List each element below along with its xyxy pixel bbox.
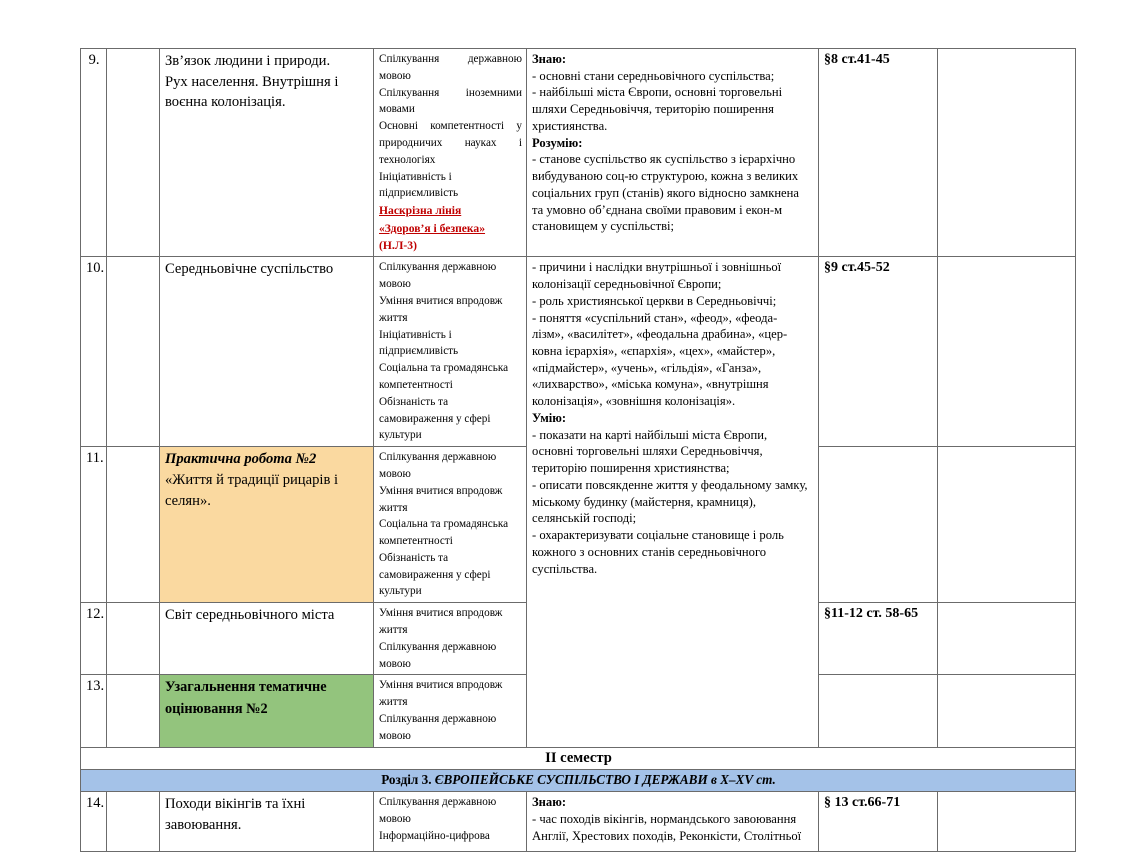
knowledge-line: вибудуваною соц-ю структурою, кожна з великих [532,169,799,184]
row-number-cell [81,675,107,747]
knowledge-line: - причини і наслідки внутрішньої і зовнішньої [532,260,782,275]
knowledge-line: «лихварство», «міська комуна», «внутрішня [532,377,769,392]
competency-line: Інформаційно-цифрова [379,829,490,842]
competency-line: Спілкування державною [379,53,522,65]
competency-line: підприємливість [379,345,459,358]
row-competencies-cell [374,49,527,257]
row-date-cell [107,792,160,852]
competency-line: Ініціативність і [379,328,452,341]
row-number-cell [81,49,107,257]
competency-line: культури [379,585,422,598]
competency-line: компетентності [379,535,453,548]
row-note-cell [938,792,1076,852]
competency-line: Уміння вчитися впродовж [379,607,503,620]
row-note-cell [938,257,1076,447]
row-number: 10. [86,260,105,277]
competency-line: Спілкування іноземними [379,86,522,99]
assessment-title-line: Узагальнення тематичне [165,679,327,696]
chapter-prefix: Розділ 3. [381,772,432,788]
topic-line: Середньовічне суспільство [165,261,334,278]
row-competencies-cell [374,257,527,447]
row-number-cell [81,447,107,603]
competency-line: життя [379,624,408,637]
competency-line: Спілкування державною [379,451,497,464]
knowledge-line: «підмайстер», «учень», «гільдія», «Ганза», [532,360,762,375]
competency-line: мовою [379,69,411,82]
competency-line: Соціальна та громадянська [379,362,509,375]
knowledge-line: та умовно об’єднана своїми правовим і екон-м [532,202,783,217]
table-row [81,257,1076,447]
competency-line: Обізнаність та [379,551,449,564]
row-date-cell [107,49,160,257]
row-paragraph-cell [819,257,938,447]
competency-line: Ініціативність і [379,170,452,183]
competency-line: Уміння вчитися впродовж [379,679,503,692]
competency-line: Основні компетентності у [379,120,522,133]
competency-line: життя [379,311,408,324]
semester-label: II семестр [545,749,612,766]
competency-line: мовою [379,467,411,480]
knowledge-line: кожного з основних станів середньовічного [532,544,767,559]
row-knowledge-cell [527,792,819,852]
knowledge-heading: Розумію: [532,135,583,150]
row-number: 12. [86,606,105,623]
paragraph-reference: § 13 ст.66-71 [824,795,901,811]
row-note-cell [938,447,1076,603]
competency-line: компетентності [379,378,453,391]
competency-line: мовою [379,812,411,825]
cross-cutting-line-2: «Здоров’я і безпека» [379,221,486,235]
row-topic-cell [160,49,374,257]
knowledge-line: - найбільші міста Європи, основні торговельні [532,85,783,100]
competency-line: самовираження у сфері [379,412,491,425]
cross-cutting-code: (Н.Л-3) [379,238,417,252]
row-competencies-cell [374,447,527,603]
knowledge-line: суспільства. [532,561,598,576]
knowledge-line: колонізації середньовічної Європи; [532,277,722,292]
row-number: 11. [86,450,104,467]
merged-knowledge-cell [527,257,819,747]
competency-line: технологіях [379,153,436,166]
row-topic-cell [160,603,374,675]
row-competencies-cell [374,675,527,747]
knowledge-line: селянській господі; [532,511,637,526]
competency-line: Уміння вчитися впродовж [379,484,503,497]
row-paragraph-cell [819,675,938,747]
row-note-cell [938,675,1076,747]
row-paragraph-cell [819,603,938,675]
row-date-cell [107,603,160,675]
knowledge-line: соціальних груп (станів) якого відносно замкнена [532,185,799,200]
topic-line: «Життя й традиції рицарів і [165,471,339,488]
practice-work-title: Практична робота №2 [165,451,317,468]
topic-line: Світ середньовічного міста [165,607,335,624]
row-topic-cell [160,792,374,852]
competency-line: Спілкування державною [379,640,497,653]
paragraph-reference: §8 ст.41-45 [824,52,890,67]
row-paragraph-cell [819,49,938,257]
curriculum-plan-table [80,48,1076,852]
row-note-cell [938,49,1076,257]
row-topic-cell-assessment [160,675,374,747]
competency-line: Спілкування державною [379,261,497,274]
table-row [81,792,1076,852]
row-topic-cell-practice [160,447,374,603]
cross-cutting-line-note [379,202,522,254]
knowledge-line: шляхи Середньовіччя, територію поширення [532,102,774,117]
competency-line: Спілкування державною [379,796,497,809]
knowledge-line: - охарактеризувати соціальне становище і роль [532,528,784,543]
knowledge-line: основні торговельні шляхи Середньовіччя, [532,444,763,459]
knowledge-line: територію поширення християнства; [532,461,730,476]
knowledge-line: - поняття «суспільний стан», «феод», «феода- [532,310,778,325]
knowledge-line: ковна ієрархія», «єпархія», «цех», «майстер», [532,344,776,359]
semester-banner [81,747,1076,770]
competency-line: Соціальна та громадянська [379,518,509,531]
competency-line: Уміння вчитися впродовж [379,294,503,307]
topic-line: Рух населення. Внутрішня і [165,73,339,90]
table-sheet [80,48,1075,852]
competency-line: життя [379,696,408,709]
paragraph-reference: §9 ст.45-52 [824,260,890,276]
competency-line: самовираження у сфері [379,568,491,581]
cross-cutting-line-1: Наскрізна лінія [379,204,462,218]
row-date-cell [107,675,160,747]
topic-line: селян». [165,492,211,509]
knowledge-line: - описати повсякденне життя у феодальному замку, [532,477,808,492]
knowledge-line: колонізація», «зовнішня колонізація». [532,394,736,409]
row-competencies-cell [374,792,527,852]
knowledge-line: християнства. [532,118,608,133]
competency-line: мовою [379,729,411,742]
competency-line: культури [379,429,422,442]
competency-line: мовою [379,657,411,670]
knowledge-line: міському будинку (майстерня, крамниця), [532,494,756,509]
knowledge-line: становищем у суспільстві; [532,219,675,234]
row-date-cell [107,257,160,447]
chapter-banner [81,770,1076,792]
assessment-title-line: оцінювання №2 [165,700,268,717]
knowledge-line: - роль християнської церкви в Середньовіччі; [532,293,777,308]
knowledge-line: - станове суспільство як суспільство з ієрархічно [532,152,796,167]
knowledge-heading: Знаю: [532,795,567,810]
row-number: 9. [88,52,100,68]
row-date-cell [107,447,160,603]
chapter-title: ЄВРОПЕЙСЬКЕ СУСПІЛЬСТВО І ДЕРЖАВИ в X–XV ст. [434,772,776,788]
topic-line: Зв’язок людини і природи. [165,53,331,69]
row-knowledge-cell [527,49,819,257]
paragraph-reference: §11-12 ст. 58-65 [824,606,919,622]
knowledge-heading: Знаю: [532,52,567,66]
competency-line: життя [379,501,408,514]
row-topic-cell [160,257,374,447]
knowledge-line: лізм», «василітет», «феодальна драбина», «цер- [532,327,788,342]
competency-line: Обізнаність та [379,395,449,408]
row-competencies-cell [374,603,527,675]
row-number-cell [81,792,107,852]
knowledge-line: Англії, Хрестових походів, Реконкісти, Столітньої [532,828,802,843]
knowledge-line: - час походів вікінгів, нормандського завоювання [532,811,797,826]
chapter-row [81,770,1076,792]
knowledge-heading: Умію: [532,410,567,425]
knowledge-line: - основні стани середньовічного суспільства; [532,68,775,83]
competency-line: підприємливість [379,187,459,200]
topic-line: Походи вікінгів та їхні [165,796,306,813]
semester-row [81,747,1076,770]
competency-line: Спілкування державною [379,713,497,726]
topic-line: завоювання. [165,816,242,833]
row-note-cell [938,603,1076,675]
row-number-cell [81,603,107,675]
topic-line: воєнна колонізація. [165,94,286,111]
competency-line: мовами [379,103,415,116]
competency-line: природничих науках і [379,136,522,149]
row-paragraph-cell [819,447,938,603]
row-number: 14. [86,795,105,812]
row-number-cell [81,257,107,447]
knowledge-line: - показати на карті найбільші міста Європи, [532,427,768,442]
row-number: 13. [86,678,105,695]
table-row [81,49,1076,257]
competency-line: мовою [379,278,411,291]
row-paragraph-cell [819,792,938,852]
